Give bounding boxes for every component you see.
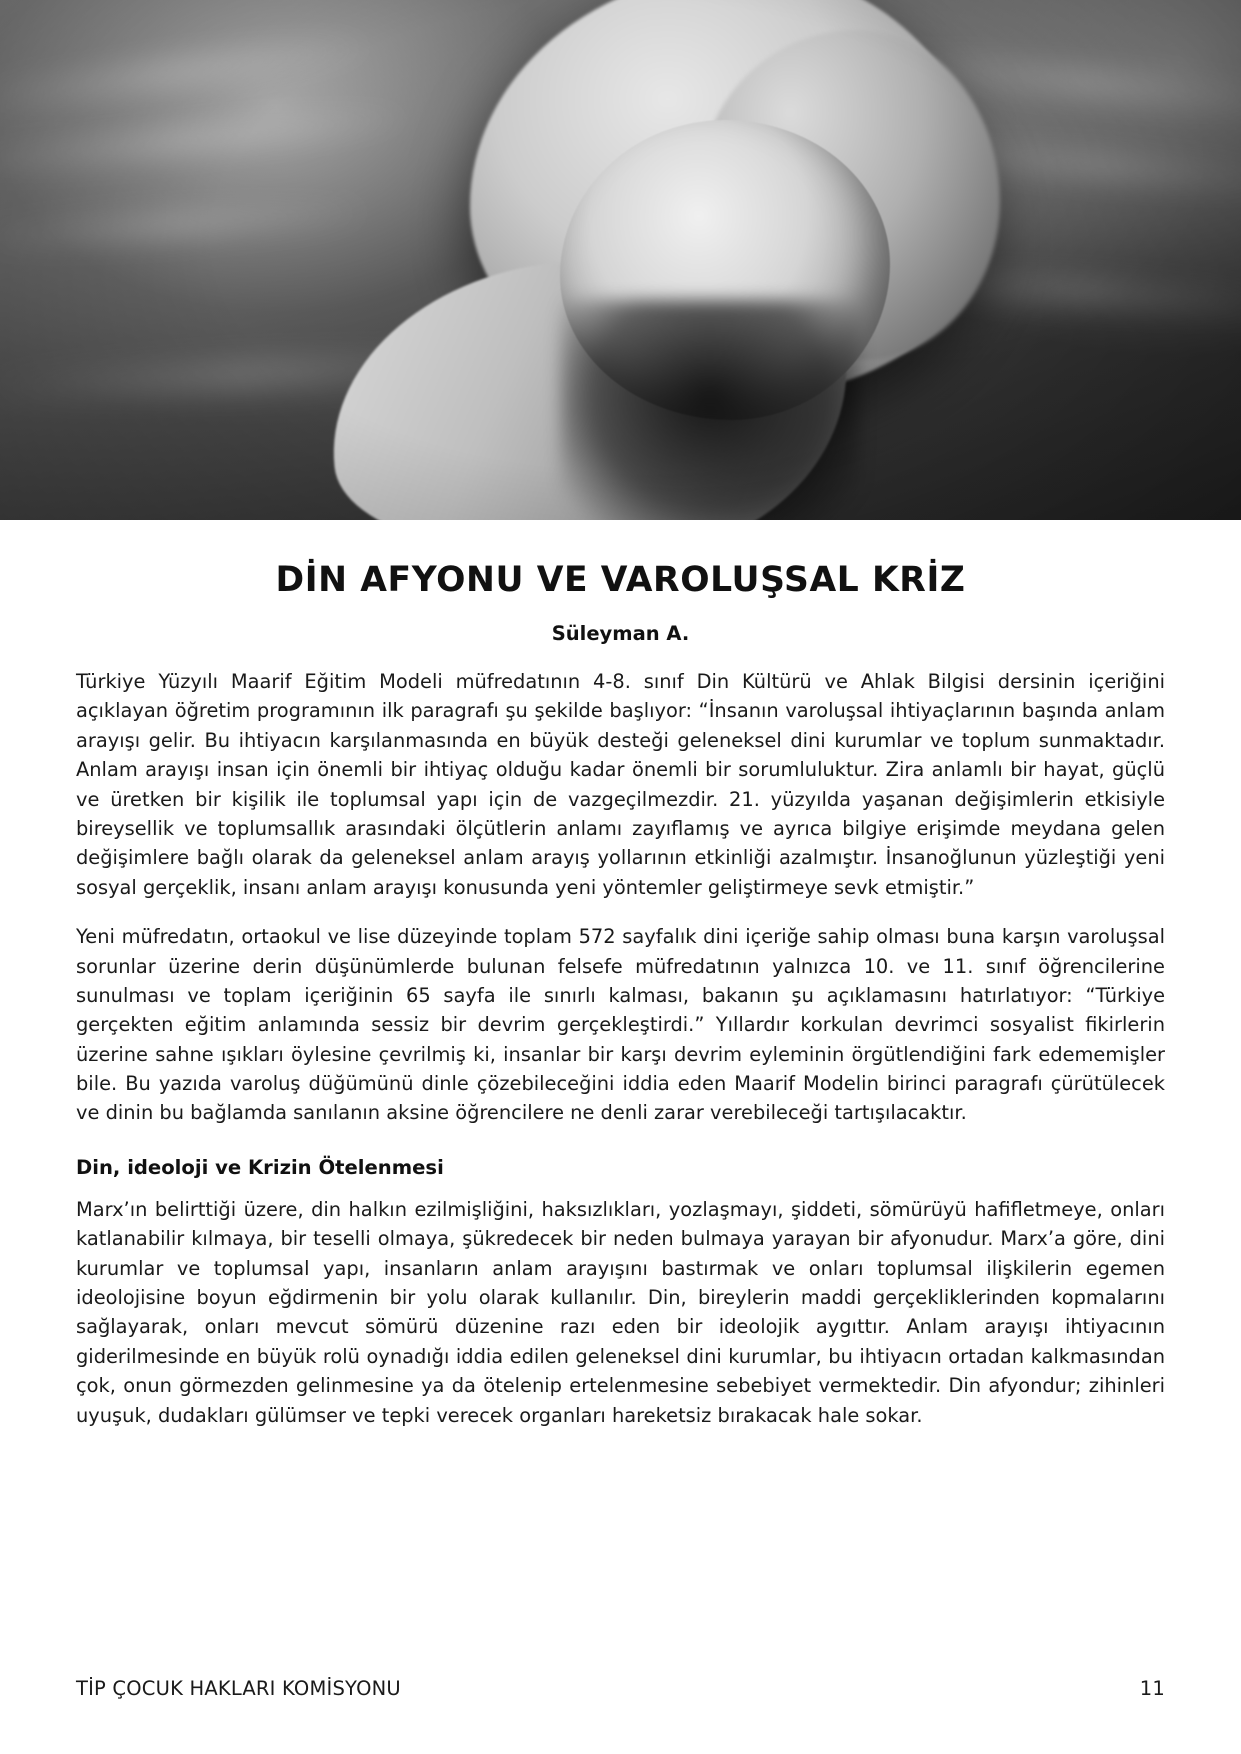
article-content (0, 520, 1241, 1754)
section-subheading: Din, ideoloji ve Krizin Ötelenmesi (76, 1155, 444, 1179)
photo-vignette (0, 0, 1241, 520)
article-author: Süleyman A. (551, 622, 690, 645)
page-footer (76, 1677, 1165, 1700)
hero-photograph (0, 0, 1241, 520)
footer-page-number: 11 (1139, 1677, 1165, 1700)
article-paragraph: Marx’ın belirttiği üzere, din halkın ezilmişliğini, haksızlıkları, yozlaşmayı, şiddeti, sömürüyü hafifletmeye, onları katlanabilir kılmaya, bir teselli olmaya, şükredecek bir neden bulmaya yarayan bir afyonudur. Marx’a göre, dini kurumlar ve toplumsal yapı, insanların anlam arayışını bastırmak ve onları toplumsal ilişkilerin egemen ideolojisine boyun eğdirmenin bir yolu olarak kullanılır. Din, bireylerin maddi gerçekliklerinden kopmalarını sağlayarak, onları mevcut sömürü düzenine razı eden bir ideolojik aygıttır. Anlam arayışı ihtiyacının giderilmesinde en büyük rolü oynadığı iddia edilen geleneksel dini kurumlar, bu ihtiyacın ortadan kalkmasından çok, onun görmezden gelinmesine ya da ötelenip ertelenmesine sebebiyet vermektedir. Din afyondur; zihinleri uyuşuk, dudakları gülümser ve tepki verecek organları hareketsiz bırakacak hale sokar. (76, 1197, 1165, 1427)
page-title: DİN AFYONU VE VAROLUŞSAL KRİZ (275, 560, 966, 600)
article-paragraph: Türkiye Yüzyılı Maarif Eğitim Modeli müfredatının 4-8. sınıf Din Kültürü ve Ahlak Bilgisi dersinin içeriğini açıklayan öğretim programının ilk paragrafı şu şekilde başlıyor: “İnsanın varoluşsal ihtiyaçlarının başında anlam arayışı gelir. Bu ihtiyacın karşılanmasında en büyük desteği geleneksel dini kurumlar ve toplum sunmaktadır. Anlam arayışı insan için önemli bir ihtiyaç olduğu kadar önemli bir sorumluluktur. Zira anlamlı bir hayat, güçlü ve üretken bir kişilik ile toplumsal yapı için de vazgeçilmezdir. 21. yüzyılda yaşanan değişimlerin etkisiyle bireysellik ve toplumsallık arasındaki ölçütlerin anlamı zayıflamış ve ayrıca bilgiye erişimde meydana gelen değişimlere bağlı olarak da geleneksel anlam arayış yollarının etkinliği azalmıştır. İnsanoğlunun yüzleştiği yeni sosyal gerçeklik, insanı anlam arayışı konusunda yeni yöntemler geliştirmeye sevk etmiştir.” (76, 670, 1165, 899)
article-paragraph: Yeni müfredatın, ortaokul ve lise düzeyinde toplam 572 sayfalık dini içeriğe sahip olması buna karşın varoluşsal sorunlar üzerine derin düşünümlerde bulunan felsefe müfredatının yalnızca 10. ve 11. sınıf öğrencilerine sunulması ve toplam içeriğinin 65 sayfa ile sınırlı kalması, bakanın şu açıklamasını hatırlatıyor: “Türkiye gerçekten eğitim anlamında sessiz bir devrim gerçekleştirdi.” Yıllardır korkulan devrimci sosyalist fikirlerin üzerine sahne ışıkları öylesine çevrilmiş ki, insanlar bir karşı devrim eyleminin örgütlendiğini fark edememişler bile. Bu yazıda varoluş düğümünü dinle çözebileceğini iddia eden Maarif Modelin birinci paragrafı çürütülecek ve dinin bu bağlamda sanılanın aksine öğrencilere ne denli zarar verebileceği tartışılacaktır. (76, 925, 1165, 1125)
footer-organization: TİP ÇOCUK HAKLARI KOMİSYONU (76, 1677, 401, 1700)
